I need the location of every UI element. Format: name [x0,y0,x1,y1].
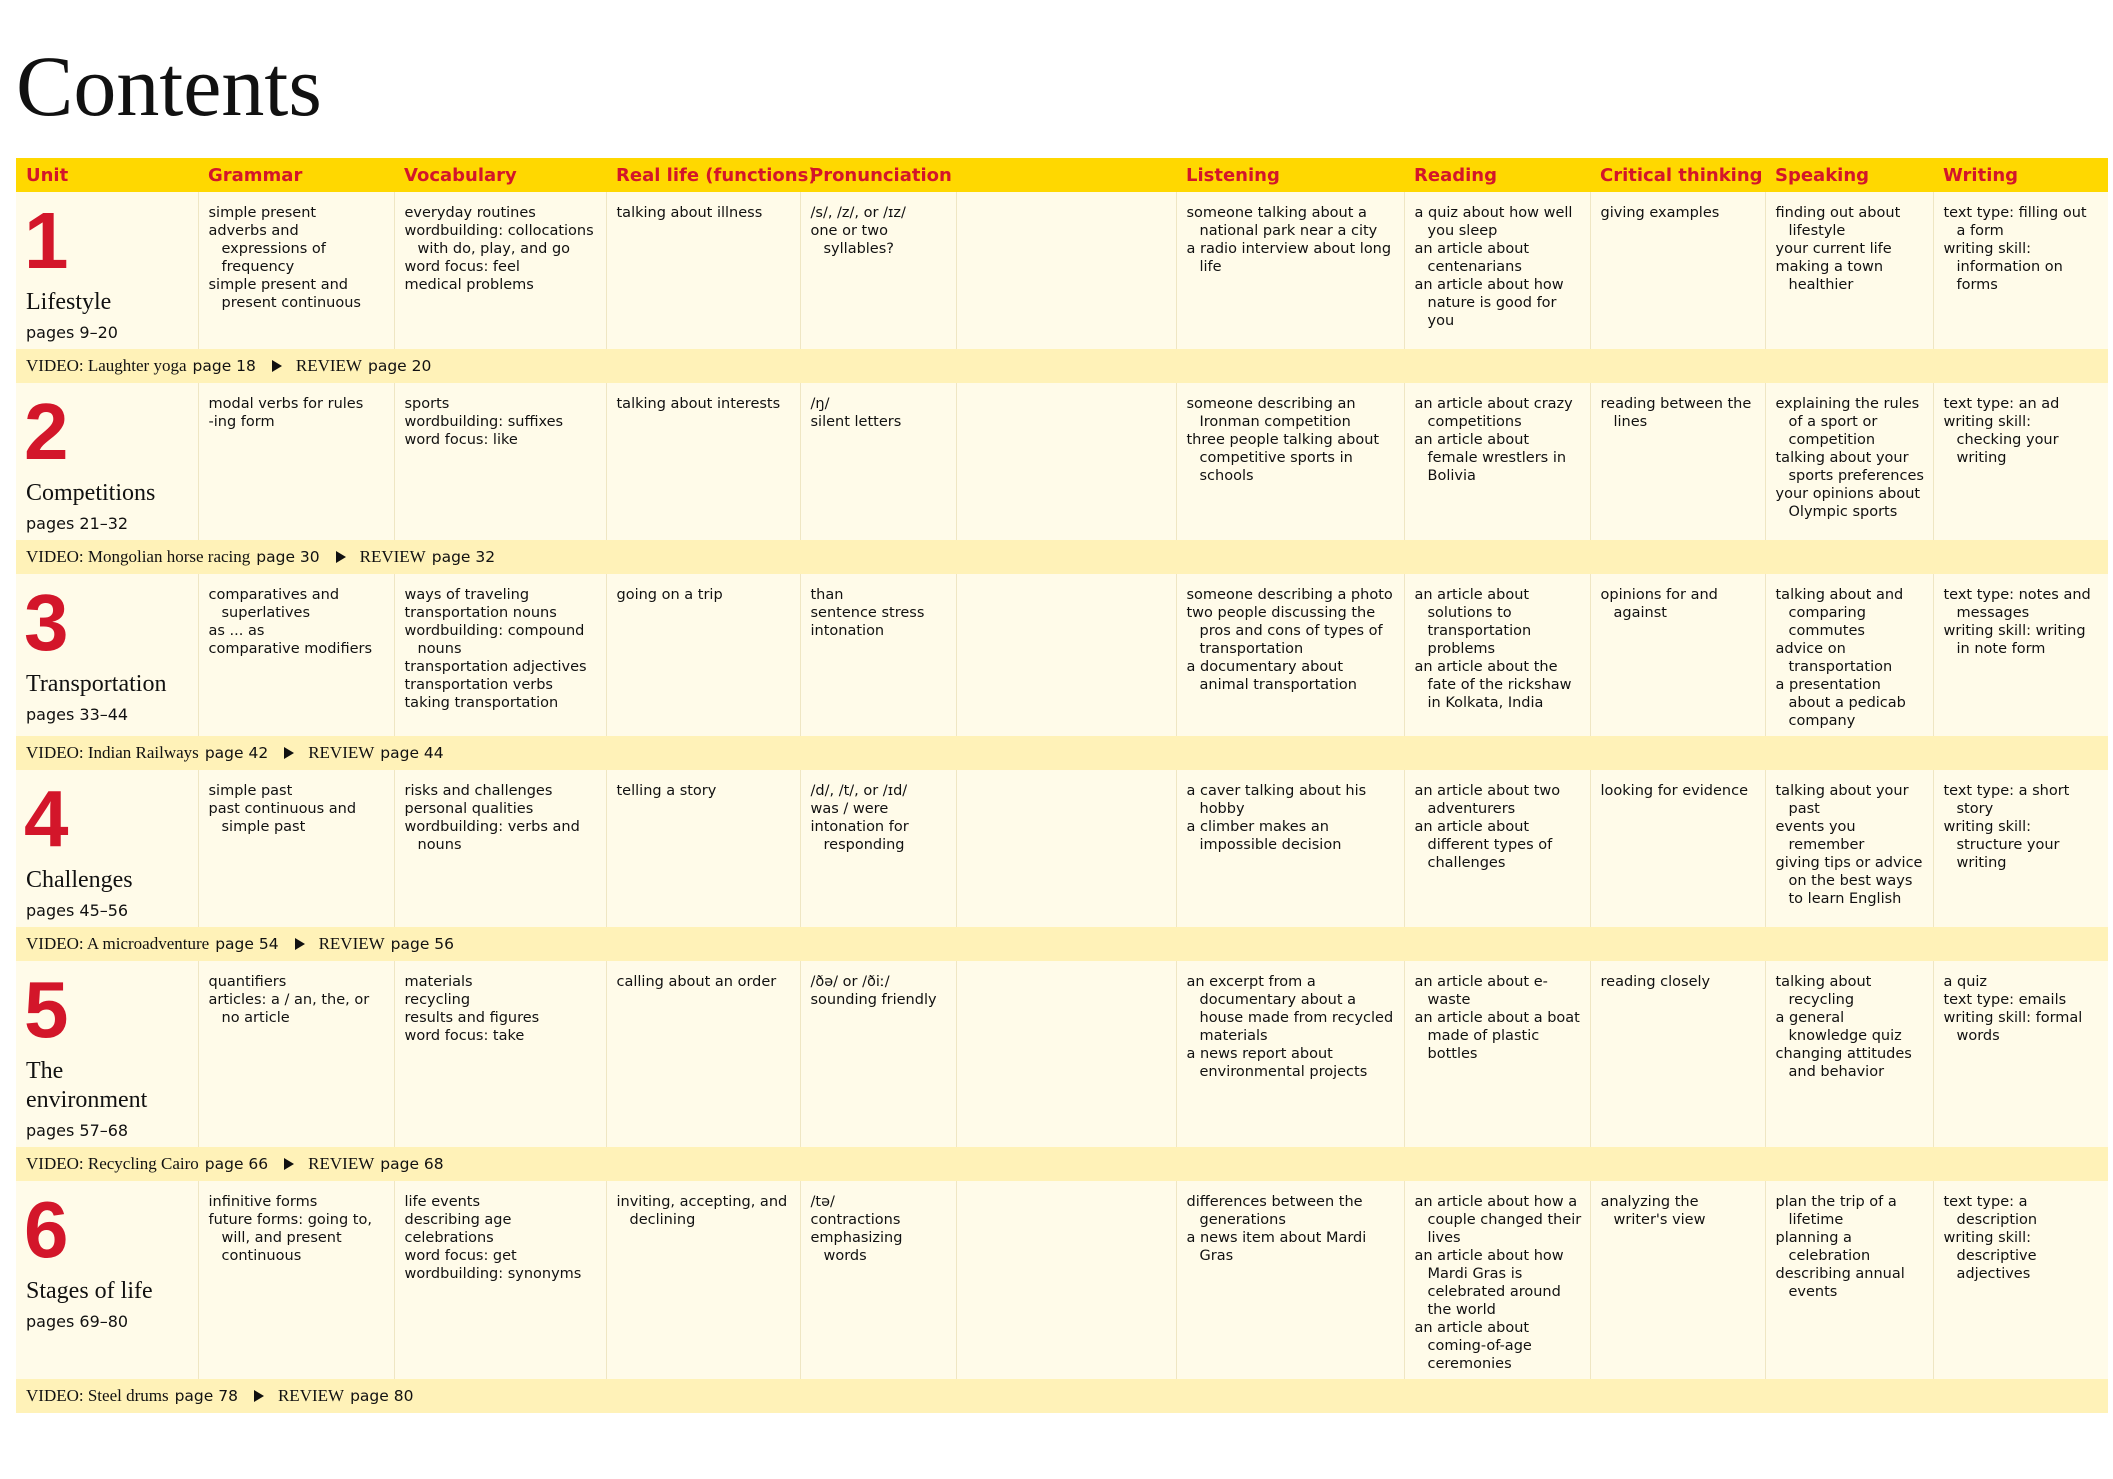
review-label: REVIEW [308,743,375,762]
list-item: sports [404,396,450,412]
listening-cell [1176,574,1404,736]
unit-pages: pages 21–32 [26,514,129,533]
list-item: a quiz [1943,974,1988,990]
vocabulary-cell [394,383,606,540]
list-item: inviting, accepting, and declining [616,1194,788,1228]
review-page: page 80 [350,1387,414,1405]
vocabulary-cell [394,961,606,1147]
list-item: life events [404,1194,481,1210]
list-item: a documentary about animal transportation [1186,659,1357,693]
list-item: transportation adjectives [404,659,587,675]
unit-number: 6 [24,1185,69,1274]
contents-body [16,192,2108,1413]
reading-cell [1404,192,1590,349]
list-item: explaining the rules of a sport or competition [1775,396,1920,448]
list-item: talking about interests [616,396,781,412]
review-label: REVIEW [359,547,426,566]
video-row [16,736,2108,770]
spacer-cell [956,770,1176,927]
list-item: results and figures [404,1010,540,1026]
page-title: Contents [16,38,322,134]
grammar-cell [198,770,394,927]
unit-title: Competitions [26,480,156,506]
reading-cell [1404,961,1590,1147]
writing-cell [1933,770,2108,927]
list-item: giving examples [1600,205,1720,221]
list-item: word focus: like [404,432,518,448]
listening-cell [1176,1181,1404,1379]
unit-pages: pages 33–44 [26,705,129,724]
unit-title: The environment [26,1058,148,1113]
list-item: simple present and present continuous [208,277,361,311]
video-label: VIDEO: Mongolian horse racing [26,547,251,566]
list-item: taking transportation [404,695,559,711]
speaking-cell [1765,574,1933,736]
column-header-critical-thinking: Critical thinking [1590,158,1765,192]
list-item: your opinions about Olympic sports [1775,486,1921,520]
unit-cell [16,770,198,927]
video-page: page 66 [204,1155,269,1173]
list-item: text type: a short story [1943,783,2070,817]
list-item: quantifiers [208,974,287,990]
review-page: page 20 [367,357,432,375]
list-item: simple past [208,783,293,799]
list-item: intonation for responding [810,819,909,853]
grammar-cell [198,383,394,540]
unit-row [16,574,2108,736]
unit-row [16,1181,2108,1379]
speaking-cell [1765,383,1933,540]
video-review-bar [16,1379,2108,1413]
play-icon [295,938,305,950]
list-item: future forms: going to, will, and present continuous [208,1212,372,1264]
list-item: someone describing an Ironman competition [1186,396,1356,430]
critical-thinking-cell [1590,574,1765,736]
writing-cell [1933,574,2108,736]
list-item: everyday routines [404,205,536,221]
unit-title: Stages of life [26,1278,153,1304]
column-header-real-life: Real life (functions) [606,158,800,192]
list-item: infinitive forms [208,1194,318,1210]
unit-pages: pages 57–68 [26,1121,129,1140]
list-item: was / were [810,801,889,817]
unit-cell [16,383,198,540]
list-item: an excerpt from a documentary about a house made from recycled materials [1186,974,1394,1044]
list-item: three people talking about competitive sports in schools [1186,432,1380,484]
list-item: silent letters [810,414,902,430]
list-item: planning a celebration [1775,1230,1871,1264]
critical-thinking-cell [1590,383,1765,540]
play-icon [284,747,294,759]
critical-thinking-cell [1590,192,1765,349]
video-page: page 30 [256,548,320,566]
list-item: a quiz about how well you sleep [1414,205,1573,239]
list-item: as ... as [208,623,265,639]
list-item: someone describing a photo [1186,587,1393,603]
real-life-cell [606,574,800,736]
list-item: text type: emails [1943,992,2067,1008]
speaking-cell [1765,961,1933,1147]
list-item: writing skill: descriptive adjectives [1943,1230,2037,1282]
list-item: talking about your past [1775,783,1909,817]
list-item: a radio interview about long life [1186,241,1392,275]
list-item: differences between the generations [1186,1194,1363,1228]
unit-title: Lifestyle [26,289,112,315]
real-life-cell [606,961,800,1147]
list-item: a presentation about a pedicab company [1775,677,1906,729]
list-item: personal qualities [404,801,534,817]
list-item: celebrations [404,1230,494,1246]
list-item: word focus: get [404,1248,517,1264]
list-item: transportation nouns [404,605,557,621]
reading-cell [1404,383,1590,540]
play-icon [336,551,346,563]
list-item: describing annual events [1775,1266,1905,1300]
list-item: recycling [404,992,471,1008]
list-item: talking about illness [616,205,763,221]
list-item: wordbuilding: synonyms [404,1266,582,1282]
list-item: your current life [1775,241,1892,257]
list-item: an article about female wrestlers in Bolivia [1414,432,1567,484]
speaking-cell [1765,1181,1933,1379]
video-page: page 18 [192,357,256,375]
list-item: looking for evidence [1600,783,1748,799]
header-row [16,158,2108,192]
list-item: -ing form [208,414,275,430]
video-row [16,927,2108,961]
play-icon [284,1158,294,1170]
list-item: writing skill: formal words [1943,1010,2083,1044]
list-item: an article about different types of challenges [1414,819,1553,871]
list-item: talking about recycling [1775,974,1872,1008]
list-item: an article about the fate of the rickshaw in Kolkata, India [1414,659,1572,711]
list-item: writing skill: information on forms [1943,241,2063,293]
unit-number: 3 [24,578,69,667]
writing-cell [1933,1181,2108,1379]
pronunciation-cell [800,1181,956,1379]
list-item: wordbuilding: compound nouns [404,623,585,657]
list-item: an article about how Mardi Gras is celebrated around the world [1414,1248,1564,1318]
list-item: /d/, /t/, or /ɪd/ [810,783,908,799]
unit-row [16,383,2108,540]
list-item: calling about an order [616,974,777,990]
column-header-listening: Listening [1176,158,1404,192]
spacer-cell [956,1181,1176,1379]
list-item: plan the trip of a lifetime [1775,1194,1897,1228]
unit-row [16,961,2108,1147]
list-item: a general knowledge quiz [1775,1010,1902,1044]
listening-cell [1176,961,1404,1147]
grammar-cell [198,1181,394,1379]
real-life-cell [606,192,800,349]
critical-thinking-cell [1590,770,1765,927]
video-page: page 54 [215,935,279,953]
unit-pages: pages 45–56 [26,901,129,920]
unit-number: 1 [24,196,69,285]
play-icon [254,1390,264,1402]
spacer-cell [956,192,1176,349]
writing-cell [1933,383,2108,540]
vocabulary-cell [394,574,606,736]
list-item: /ŋ/ [810,396,830,412]
list-item: simple present [208,205,317,221]
pronunciation-cell [800,961,956,1147]
reading-cell [1404,1181,1590,1379]
list-item: /tə/ [810,1194,835,1210]
list-item: opinions for and against [1600,587,1718,621]
video-page: page 78 [174,1387,238,1405]
list-item: analyzing the writer's view [1600,1194,1706,1228]
unit-title: Transportation [26,671,167,697]
spacer-cell [956,574,1176,736]
list-item: one or two syllables? [810,223,894,257]
unit-row [16,770,2108,927]
list-item: an article about solutions to transportation problems [1414,587,1532,657]
list-item: emphasizing words [810,1230,903,1264]
list-item: talking about and comparing commutes [1775,587,1904,639]
list-item: making a town healthier [1775,259,1884,293]
vocabulary-cell [394,770,606,927]
unit-pages: pages 69–80 [26,1312,129,1331]
list-item: reading between the lines [1600,396,1752,430]
list-item: reading closely [1600,974,1711,990]
unit-number: 5 [24,965,69,1054]
review-page: page 44 [380,744,444,762]
play-icon [272,360,282,372]
video-label: VIDEO: Steel drums [26,1386,169,1405]
list-item: an article about how nature is good for you [1414,277,1564,329]
list-item: sentence stress [810,605,925,621]
video-review-bar [16,540,2108,574]
list-item: text type: a description [1943,1194,2038,1228]
pronunciation-cell [800,383,956,540]
unit-row [16,192,2108,349]
unit-cell [16,1181,198,1379]
video-page: page 42 [204,744,269,762]
critical-thinking-cell [1590,961,1765,1147]
video-label: VIDEO: A microadventure [26,934,210,953]
unit-cell [16,574,198,736]
vocabulary-cell [394,1181,606,1379]
video-review-bar [16,736,2108,770]
list-item: telling a story [616,783,717,799]
column-header-unit: Unit [16,158,198,192]
review-label: REVIEW [318,934,385,953]
speaking-cell [1765,770,1933,927]
column-header-reading: Reading [1404,158,1590,192]
speaking-cell [1765,192,1933,349]
list-item: events you remember [1775,819,1865,853]
column-header-writing: Writing [1933,158,2108,192]
list-item: talking about your sports preferences [1775,450,1924,484]
spacer-cell [956,961,1176,1147]
column-header-speaking: Speaking [1765,158,1933,192]
review-label: REVIEW [308,1154,375,1173]
list-item: an article about how a couple changed their lives [1414,1194,1582,1246]
listening-cell [1176,770,1404,927]
column-header-pronunciation: Pronunciation [800,158,956,192]
list-item: wordbuilding: collocations with do, play, and go [404,223,594,257]
review-label: REVIEW [295,356,362,375]
list-item: a news report about environmental projects [1186,1046,1368,1080]
pronunciation-cell [800,192,956,349]
spacer-cell [956,383,1176,540]
list-item: medical problems [404,277,534,293]
list-item: word focus: feel [404,259,520,275]
video-review-bar [16,1147,2108,1181]
video-row [16,1379,2108,1413]
review-page: page 68 [380,1155,444,1173]
video-review-bar [16,927,2108,961]
list-item: text type: notes and messages [1943,587,2091,621]
reading-cell [1404,770,1590,927]
video-review-bar [16,349,2108,383]
list-item: wordbuilding: verbs and nouns [404,819,580,853]
list-item: describing age [404,1212,512,1228]
column-header-grammar: Grammar [198,158,394,192]
review-page: page 32 [431,548,496,566]
unit-number: 2 [24,387,69,476]
list-item: an article about coming-of-age ceremonies [1414,1320,1532,1372]
list-item: an article about a boat made of plastic bottles [1414,1010,1580,1062]
unit-pages: pages 9–20 [26,323,118,342]
list-item: /ðə/ or /ðiː/ [810,974,890,990]
video-label: VIDEO: Indian Railways [26,743,199,762]
unit-title: Challenges [26,867,133,893]
list-item: going on a trip [616,587,723,603]
list-item: comparatives and superlatives [208,587,340,621]
listening-cell [1176,192,1404,349]
list-item: an article about two adventurers [1414,783,1561,817]
review-page: page 56 [390,935,455,953]
list-item: advice on transportation [1775,641,1893,675]
list-item: ways of traveling [404,587,530,603]
real-life-cell [606,1181,800,1379]
real-life-cell [606,383,800,540]
list-item: two people discussing the pros and cons of types of transportation [1186,605,1383,657]
list-item: an article about e-waste [1414,974,1548,1008]
list-item: an article about crazy competitions [1414,396,1573,430]
grammar-cell [198,574,394,736]
list-item: adverbs and expressions of frequency [208,223,326,275]
unit-cell [16,192,198,349]
list-item: materials [404,974,473,990]
video-label: VIDEO: Recycling Cairo [26,1154,199,1173]
grammar-cell [198,961,394,1147]
pronunciation-cell [800,770,956,927]
list-item: text type: filling out a form [1943,205,2087,239]
video-row [16,540,2108,574]
list-item: writing skill: checking your writing [1943,414,2059,466]
list-item: articles: a / an, the, or no article [208,992,370,1026]
list-item: transportation verbs [404,677,553,693]
list-item: text type: an ad [1943,396,2060,412]
list-item: comparative modifiers [208,641,373,657]
vocabulary-cell [394,192,606,349]
list-item: /s/, /z/, or /ɪz/ [810,205,906,221]
grammar-cell [198,192,394,349]
review-label: REVIEW [277,1386,345,1405]
column-header-vocabulary: Vocabulary [394,158,606,192]
list-item: sounding friendly [810,992,937,1008]
list-item: someone talking about a national park near a city [1186,205,1378,239]
contents-table [16,158,2108,1413]
listening-cell [1176,383,1404,540]
reading-cell [1404,574,1590,736]
video-row [16,1147,2108,1181]
list-item: contractions [810,1212,901,1228]
list-item: a news item about Mardi Gras [1186,1230,1367,1264]
list-item: a climber makes an impossible decision [1186,819,1342,853]
list-item: past continuous and simple past [208,801,357,835]
list-item: changing attitudes and behavior [1775,1046,1912,1080]
writing-cell [1933,961,2108,1147]
list-item: writing skill: writing in note form [1943,623,2086,657]
list-item: word focus: take [404,1028,525,1044]
list-item: risks and challenges [404,783,553,799]
unit-cell [16,961,198,1147]
pronunciation-cell [800,574,956,736]
unit-number: 4 [24,774,69,863]
column-header-spacer [956,158,1176,192]
video-row [16,349,2108,383]
list-item: writing skill: structure your writing [1943,819,2060,871]
critical-thinking-cell [1590,1181,1765,1379]
real-life-cell [606,770,800,927]
list-item: finding out about lifestyle [1775,205,1901,239]
list-item: an article about centenarians [1414,241,1530,275]
list-item: giving tips or advice on the best ways to learn English [1775,855,1923,907]
list-item: intonation [810,623,885,639]
list-item: modal verbs for rules [208,396,364,412]
video-label: VIDEO: Laughter yoga [26,356,187,375]
writing-cell [1933,192,2108,349]
list-item: wordbuilding: suffixes [404,414,564,430]
list-item: than [810,587,844,603]
list-item: a caver talking about his hobby [1186,783,1367,817]
